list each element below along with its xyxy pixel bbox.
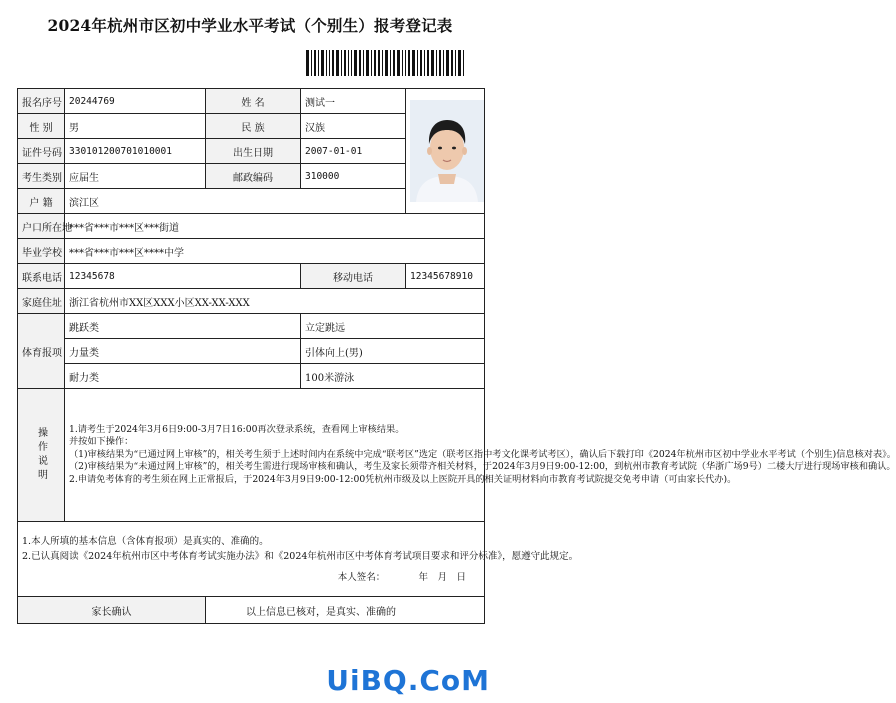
note-line: 1.请考生于2024年3月6日9:00-3月7日16:00再次登录系统，查看网上审核结果。	[69, 423, 405, 435]
student-photo	[410, 100, 484, 202]
gender-value: 男	[65, 114, 206, 139]
note-line: 2.申请免考体育的考生须在网上正常报后，于2024年3月9日9:00-12:00凭杭州市级及以上医院开具的相关证明材料向市教育考试院提交免考申请（可由家长代办)。	[69, 473, 737, 485]
sports-item: 引体向上(男)	[301, 339, 485, 364]
parent-label: 家长确认	[18, 597, 206, 624]
dob-value: 2007-01-01	[301, 139, 406, 164]
ethnic-value: 汉族	[301, 114, 406, 139]
sports-label: 体育报项	[18, 314, 65, 389]
cert-value: 330101200701010001	[65, 139, 206, 164]
watermark: UiBQ.CoM	[326, 664, 490, 697]
signature-line: 本人签名： 年 月 日	[337, 571, 466, 583]
address-label: 家庭住址	[18, 289, 65, 314]
declaration-line-1: 1.本人所填的基本信息（含体育报项）是真实的、准确的。	[22, 535, 269, 547]
sports-category: 跳跃类	[65, 314, 301, 339]
parent-text: 以上信息已核对，是真实、准确的	[206, 597, 485, 624]
hukou-address-label: 户口所在地	[18, 214, 65, 239]
sports-item: 100米游泳	[301, 364, 485, 389]
ethnic-label: 民 族	[206, 114, 301, 139]
cert-label: 证件号码	[18, 139, 65, 164]
declaration-cell	[18, 522, 579, 597]
phone-label: 联系电话	[18, 264, 65, 289]
id-label: 报名序号	[18, 89, 65, 114]
gender-label: 性 别	[18, 114, 65, 139]
hukou-address-value: ***省***市***区***街道	[65, 214, 485, 239]
address-value: 浙江省杭州市XX区XXX小区XX-XX-XXX	[65, 289, 485, 314]
type-label: 考生类别	[18, 164, 65, 189]
name-label: 姓 名	[206, 89, 301, 114]
notes-content	[65, 389, 896, 522]
note-line: （2)审核结果为“未通过网上审核”的，相关考生需进行现场审核和确认，考生及家长须带齐相关材料，于2024年3月9日9:00-12:00，到杭州市教育考试院（华浙广场9号）二楼大厅进行现场审核和确认。	[69, 461, 896, 473]
barcode	[306, 50, 484, 76]
dob-label: 出生日期	[206, 139, 301, 164]
id-value: 20244769	[65, 89, 206, 114]
note-line: （1)审核结果为“已通过网上审核”的，相关考生须于上述时间内在系统中完成“联考区”选定（联考区指中考文化课考试考区），确认后下载打印《2024年杭州市区初中学业水平考试（个别生)信息核对表》。	[69, 448, 896, 460]
postal-label: 邮政编码	[206, 164, 301, 189]
note-line: 并按如下操作：	[69, 436, 134, 448]
hukou-label: 户 籍	[18, 189, 65, 214]
notes-label-cell	[18, 389, 65, 522]
registration-form	[17, 88, 896, 624]
mobile-value: 12345678910	[406, 264, 485, 289]
name-value: 测试一	[301, 89, 406, 114]
phone-value: 12345678	[65, 264, 301, 289]
sports-category: 力量类	[65, 339, 301, 364]
school-value: ***省***市***区****中学	[65, 239, 485, 264]
photo-cell	[406, 89, 485, 214]
type-value: 应届生	[65, 164, 206, 189]
postal-value: 310000	[301, 164, 406, 189]
declaration-line-2: 2.已认真阅读《2024年杭州市区中考体育考试实施办法》和《2024年杭州市区中考体育考试项目要求和评分标准》，愿遵守此规定。	[22, 550, 579, 562]
mobile-label: 移动电话	[301, 264, 406, 289]
hukou-value: 滨江区	[65, 189, 406, 214]
school-label: 毕业学校	[18, 239, 65, 264]
sports-item: 立定跳远	[301, 314, 485, 339]
form-title: 2024年杭州市区初中学业水平考试（个别生）报考登记表	[47, 16, 453, 35]
notes-label: 操作说明	[35, 427, 47, 483]
sports-category: 耐力类	[65, 364, 301, 389]
